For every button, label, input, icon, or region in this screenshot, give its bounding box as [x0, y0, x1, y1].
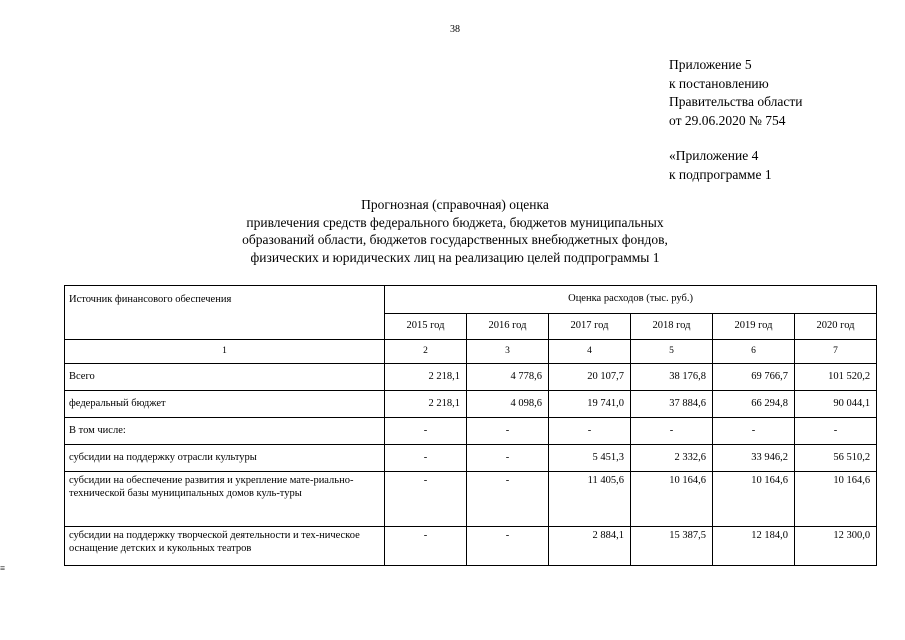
year-header: 2019 год	[713, 314, 795, 340]
title-line: образований области, бюджетов государственных внебюджетных фондов,	[242, 232, 668, 247]
column-index: 5	[631, 340, 713, 364]
row-value: -	[385, 445, 467, 472]
row-label: В том числе:	[65, 418, 385, 445]
appendix-line: к постановлению	[669, 75, 769, 91]
source-header: Источник финансового обеспечения	[65, 286, 385, 340]
row-value: -	[385, 418, 467, 445]
appendix-line: от 29.06.2020 № 754	[669, 112, 786, 128]
row-value: -	[795, 418, 877, 445]
row-value: 4 098,6	[467, 391, 549, 418]
row-value: 19 741,0	[549, 391, 631, 418]
row-value: 38 176,8	[631, 364, 713, 391]
row-value: -	[467, 418, 549, 445]
row-value: 101 520,2	[795, 364, 877, 391]
row-label: федеральный бюджет	[65, 391, 385, 418]
table-row	[65, 364, 877, 391]
document-title	[200, 196, 710, 266]
row-value: 2 218,1	[385, 391, 467, 418]
title-line: физических и юридических лиц на реализацию целей подпрограммы 1	[250, 249, 660, 265]
row-value: -	[713, 418, 795, 445]
year-header: 2018 год	[631, 314, 713, 340]
appendix-line: «Приложение 4	[669, 148, 759, 163]
table-row	[65, 472, 877, 527]
row-value: -	[549, 418, 631, 445]
row-value: 10 164,6	[795, 472, 877, 527]
row-label: Всего	[65, 364, 385, 391]
table-header-row	[65, 286, 877, 314]
row-value: 12 184,0	[713, 527, 795, 566]
row-value: 15 387,5	[631, 527, 713, 566]
table-row	[65, 445, 877, 472]
row-value: -	[467, 472, 549, 527]
row-value: -	[631, 418, 713, 445]
row-value: -	[467, 445, 549, 472]
appendix-line: Приложение 5	[669, 57, 752, 72]
appendix-line: Правительства области	[669, 94, 803, 109]
title-line: привлечения средств федерального бюджета, бюджетов муниципальных	[246, 214, 664, 230]
row-label: субсидии на поддержку отрасли культуры	[65, 445, 385, 472]
row-value: 2 218,1	[385, 364, 467, 391]
scan-edge-mark: ≡	[0, 563, 6, 573]
year-header: 2017 год	[549, 314, 631, 340]
column-index: 3	[467, 340, 549, 364]
title-line: Прогнозная (справочная) оценка	[361, 197, 549, 212]
column-index: 6	[713, 340, 795, 364]
row-label: субсидии на обеспечение развития и укрепление мате-риально-технической базы муниципальных домов куль-туры	[65, 472, 385, 527]
row-value: 11 405,6	[549, 472, 631, 527]
row-value: 66 294,8	[713, 391, 795, 418]
row-value: 33 946,2	[713, 445, 795, 472]
appendix-line: к подпрограмме 1	[669, 166, 772, 182]
page-number: 38	[450, 24, 460, 35]
financing-table	[64, 285, 877, 566]
year-header: 2015 год	[385, 314, 467, 340]
column-index: 2	[385, 340, 467, 364]
table-row	[65, 527, 877, 566]
appendix-header	[669, 56, 802, 184]
row-value: 12 300,0	[795, 527, 877, 566]
row-value: -	[385, 527, 467, 566]
year-header: 2016 год	[467, 314, 549, 340]
row-value: 90 044,1	[795, 391, 877, 418]
row-value: 2 332,6	[631, 445, 713, 472]
row-value: 56 510,2	[795, 445, 877, 472]
row-value: 5 451,3	[549, 445, 631, 472]
row-value: 37 884,6	[631, 391, 713, 418]
table-row	[65, 391, 877, 418]
column-index: 1	[65, 340, 385, 364]
column-index: 4	[549, 340, 631, 364]
row-value: 69 766,7	[713, 364, 795, 391]
row-label: субсидии на поддержку творческой деятельности и тех-ническое оснащение детских и кукольных театров	[65, 527, 385, 566]
year-header: 2020 год	[795, 314, 877, 340]
row-value: -	[385, 472, 467, 527]
table-row	[65, 418, 877, 445]
row-value: 10 164,6	[631, 472, 713, 527]
estimate-header: Оценка расходов (тыс. руб.)	[385, 286, 877, 314]
row-value: 10 164,6	[713, 472, 795, 527]
row-value: 20 107,7	[549, 364, 631, 391]
row-value: -	[467, 527, 549, 566]
column-index: 7	[795, 340, 877, 364]
column-index-row	[65, 340, 877, 364]
row-value: 2 884,1	[549, 527, 631, 566]
row-value: 4 778,6	[467, 364, 549, 391]
